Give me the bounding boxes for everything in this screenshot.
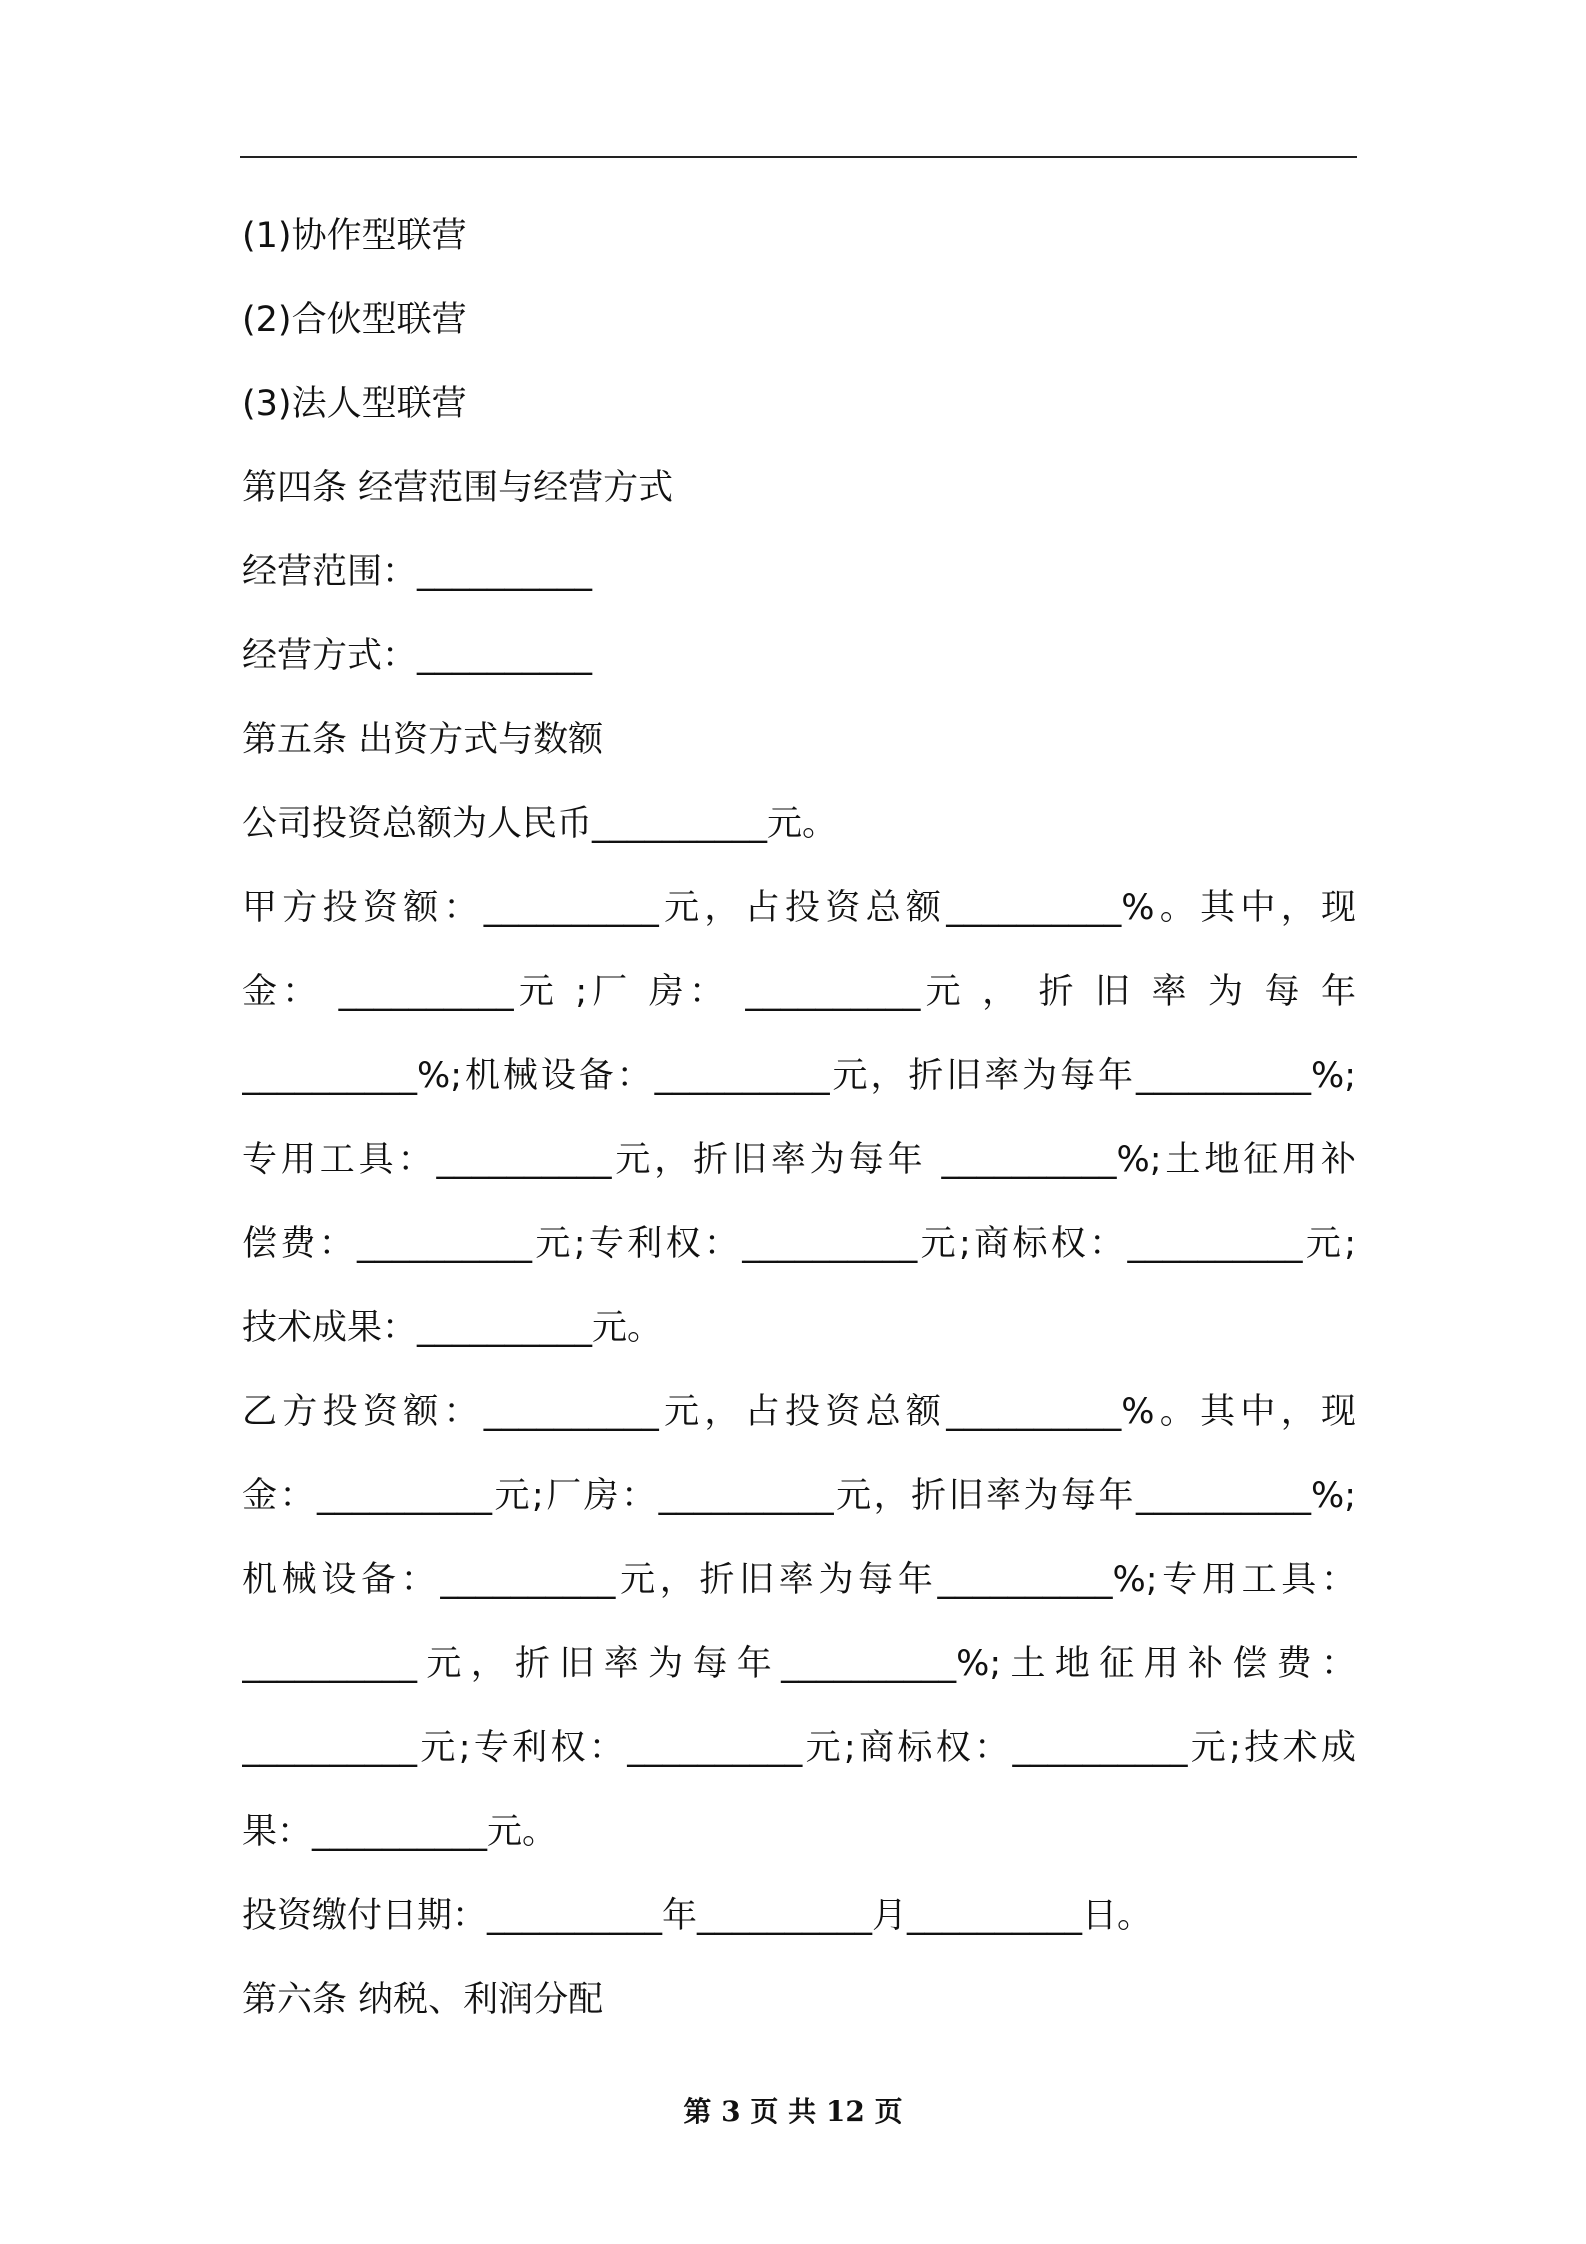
text-line: 经营范围：__________: [242, 552, 593, 592]
text-line: 金： __________元 ;厂 房： __________元 ， 折 旧 率 为 每 年: [242, 972, 1356, 1012]
text-line: 专用工具：__________元，折旧率为每年 __________%;土地征用补: [242, 1140, 1356, 1180]
text-line: 经营方式：__________: [242, 636, 593, 676]
text-line: (1)协作型联营: [242, 216, 467, 256]
article-heading: 第五条 出资方式与数额: [242, 720, 604, 760]
text-line: __________%;机械设备：__________元，折旧率为每年__________%;: [242, 1056, 1356, 1096]
page-number: 第 3 页 共 12 页: [683, 2095, 903, 2128]
text-line: __________元;专利权：__________元;商标权：__________元;技术成: [242, 1728, 1356, 1768]
header-rule: [240, 156, 1357, 158]
text-line: 甲方投资额：__________元，占投资总额__________%。其中，现: [242, 888, 1356, 928]
text-line: 投资缴付日期：__________年__________月__________日。: [242, 1896, 1153, 1936]
text-line: __________元，折旧率为每年__________%;土地征用补偿费：: [242, 1644, 1356, 1684]
text-line: 公司投资总额为人民币__________元。: [242, 804, 838, 844]
text-line: (2)合伙型联营: [242, 300, 467, 340]
article-heading: 第六条 纳税、利润分配: [242, 1980, 604, 2020]
text-line: (3)法人型联营: [242, 384, 467, 424]
text-line: 金：__________元;厂房：__________元，折旧率为每年__________%;: [242, 1476, 1356, 1516]
text-line: 偿费：__________元;专利权：__________元;商标权：__________元;: [242, 1224, 1356, 1264]
text-line: 技术成果：__________元。: [242, 1308, 663, 1348]
text-line: 乙方投资额：__________元，占投资总额__________%。其中，现: [242, 1392, 1356, 1432]
text-line: 果：__________元。: [242, 1812, 558, 1852]
document-body: [242, 194, 1356, 2042]
text-line: 机械设备：__________元，折旧率为每年__________%;专用工具：: [242, 1560, 1356, 1600]
article-heading: 第四条 经营范围与经营方式: [242, 468, 674, 508]
